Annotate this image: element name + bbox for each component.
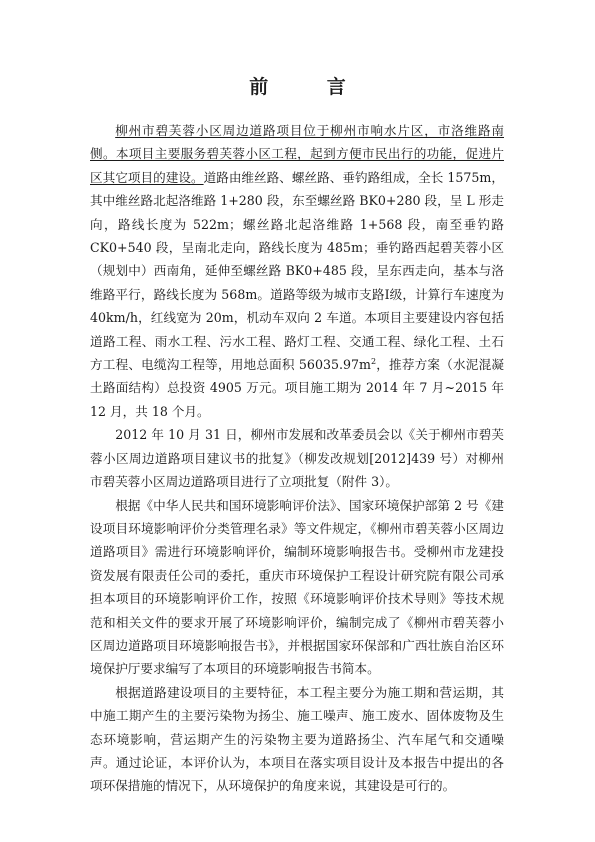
paragraph-text: ，推荐方案（水泥混凝土路面结构）总投资 4905 万元。项目施工期为 2014 年 7 月~2015 年 12 月，共 18 个月。 xyxy=(90,357,504,419)
page-title: 前 言 xyxy=(249,76,372,98)
paragraph-project-overview xyxy=(90,119,504,423)
body-text xyxy=(90,119,504,798)
paragraph-text: 道路由维丝路、螺丝路、垂钓路组成，全长 1575m，其中维丝路北起洛维路 1+280 段，东至螺丝路 BK0+280 段，呈 L 形走向，路线长度为 522m；螺丝路北起洛维路 1+568 段，南至垂钓路 CK0+540 段，呈南北走向，路线长度为 485m；垂钓路西起碧芙蓉小区（规划中）西南角，延伸至螺丝路 BK0+485 段，呈东西走向，基本与洛维路平行，路线长度为 568m。道路等级为城市支路Ⅰ级，计算行车速度为 40km/h，红线宽为 20m，机动车双向 2 车道。本项目主要建设内容包括道路工程、雨水工程、污水工程、路灯工程、交通工程、绿化工程、土石方工程、电缆沟工程等，用地总面积 56035.97m xyxy=(90,169,504,373)
paragraph-conclusion: 根据道路建设项目的主要特征，本工程主要分为施工期和营运期，其中施工期产生的主要污染物为扬尘、施工噪声、施工废水、固体废物及生态环境影响，营运期产生的污染物主要为道路扬尘、汽车尾气和交通噪声。通过论证，本评价认为，本项目在落实项目设计及本报告中提出的各项环保措施的情况下，从环境保护的角度来说，其建设是可行的。 xyxy=(90,684,504,794)
paragraph-approval: 2012 年 10 月 31 日，柳州市发展和改革委员会以《关于柳州市碧芙蓉小区周边道路项目建议书的批复》（柳发改规划[2012]439 号）对柳州市碧芙蓉小区周边道路项目进行了立项批复（附件 3）。 xyxy=(90,427,504,490)
paragraph-eia-basis: 根据《中华人民共和国环境影响评价法》、国家环境保护部第 2 号《建设项目环境影响评价分类管理名录》等文件规定，《柳州市碧芙蓉小区周边道路项目》需进行环境影响评价，编制环境影响报告书。受柳州市龙建投资发展有限责任公司的委托，重庆市环境保护工程设计研究院有限公司承担本项目的环境影响评价工作，按照《环境影响评价技术导则》等技术规范和相关文件的要求开展了环境影响评价，编制完成了《柳州市碧芙蓉小区周边道路项目环境影响报告书》，并根据国家环保部和广西壮族自治区环境保护厅要求编写了本项目的环境影响报告书简本。 xyxy=(90,497,504,677)
superscript-2: 2 xyxy=(370,356,377,366)
underlined-text: 柳州市碧芙蓉小区周边道路项目位于柳州市响水片区，市洛维路南侧。本项目主要服务碧芙蓉小区工程，起到方便市民出行的功能，促进片区其它项目的建设。 xyxy=(90,123,504,185)
